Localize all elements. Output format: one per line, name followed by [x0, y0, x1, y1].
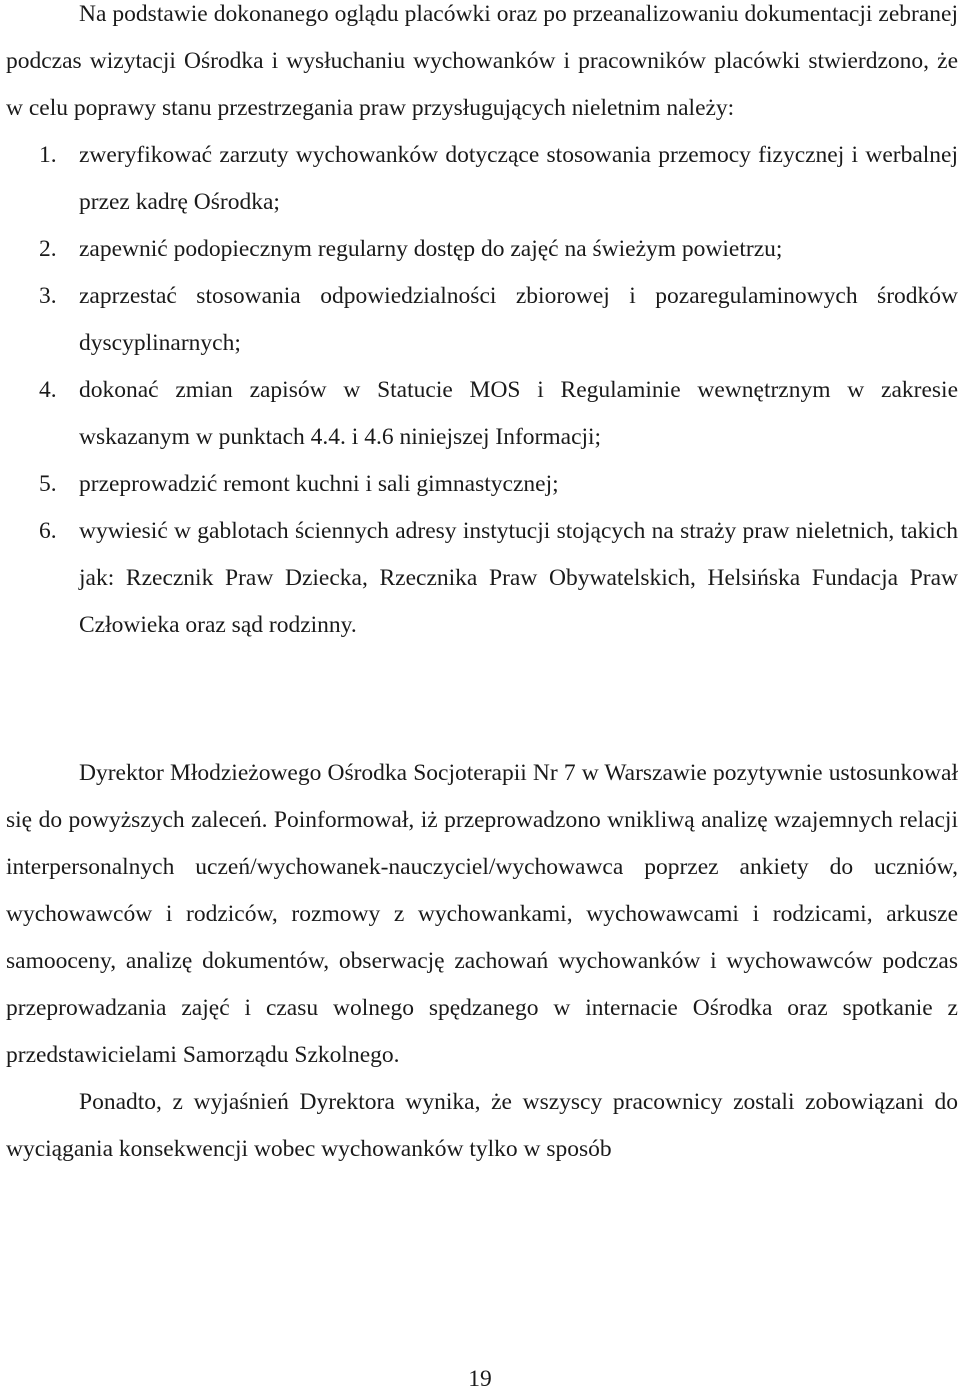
list-item-number: 5.: [39, 471, 57, 497]
list-item: [6, 461, 958, 508]
list-item-text: zapewnić podopiecznym regularny dostęp do zajęć na świeżym powietrzu;: [79, 236, 783, 262]
document-page: [6, 0, 958, 1173]
list-item: [6, 132, 958, 226]
list-item: [6, 508, 958, 649]
list-item: [6, 273, 958, 367]
list-item-number: 4.: [39, 377, 57, 403]
list-item-text: zaprzestać stosowania odpowiedzialności zbiorowej i pozaregulaminowych środków dyscyplinarnych;: [79, 283, 958, 356]
list-item-text: zweryfikować zarzuty wychowanków dotyczące stosowania przemocy fizycznej i werbalnej przez kadrę Ośrodka;: [79, 142, 958, 215]
list-item-text: dokonać zmian zapisów w Statucie MOS i Regulaminie wewnętrznym w zakresie wskazanym w punktach 4.4. i 4.6 niniejszej Informacji;: [79, 377, 958, 450]
intro-paragraph: Na podstawie dokonanego oglądu placówki oraz po przeanalizowaniu dokumentacji zebranej podczas wizytacji Ośrodka i wysłuchaniu wychowanków i pracowników placówki stwierdzono, że w celu poprawy stanu przestrzegania praw przysługujących nieletnim należy:: [6, 1, 958, 121]
recommendations-list: [6, 132, 958, 649]
ponadto-paragraph: Ponadto, z wyjaśnień Dyrektora wynika, że wszyscy pracownicy zostali zobowiązani do wyciągania konsekwencji wobec wychowanków tylko w sposób: [6, 1089, 958, 1162]
page-number: 19: [468, 1366, 492, 1392]
list-item-number: 1.: [39, 142, 57, 168]
list-item-text: przeprowadzić remont kuchni i sali gimnastycznej;: [79, 471, 559, 497]
list-item: [6, 367, 958, 461]
list-item-number: 2.: [39, 236, 57, 262]
list-item-text: wywiesić w gablotach ściennych adresy instytucji stojących na straży praw nieletnich, takich jak: Rzecznik Praw Dziecka, Rzecznika Praw Obywatelskich, Helsińska Fundacja Praw Człowieka oraz sąd rodzinny.: [79, 518, 958, 638]
list-item-number: 3.: [39, 283, 57, 309]
list-item: [6, 226, 958, 273]
dyrektor-paragraph: Dyrektor Młodzieżowego Ośrodka Socjoterapii Nr 7 w Warszawie pozytywnie ustosunkował się do powyższych zaleceń. Poinformował, iż przeprowadzono wnikliwą analizę wzajemnych relacji interpersonalnych uczeń/wychowanek-nauczyciel/wychowawca poprzez ankiety do uczniów, wychowawców i rodziców, rozmowy z wychowankami, wychowawcami i rodzicami, arkusze samooceny, analizę dokumentów, obserwację zachowań wychowanków i wychowawców podczas przeprowadzania zajęć i czasu wolnego spędzanego w internacie Ośrodka oraz spotkanie z przedstawicielami Samorządu Szkolnego.: [6, 760, 958, 1068]
list-item-number: 6.: [39, 518, 57, 544]
